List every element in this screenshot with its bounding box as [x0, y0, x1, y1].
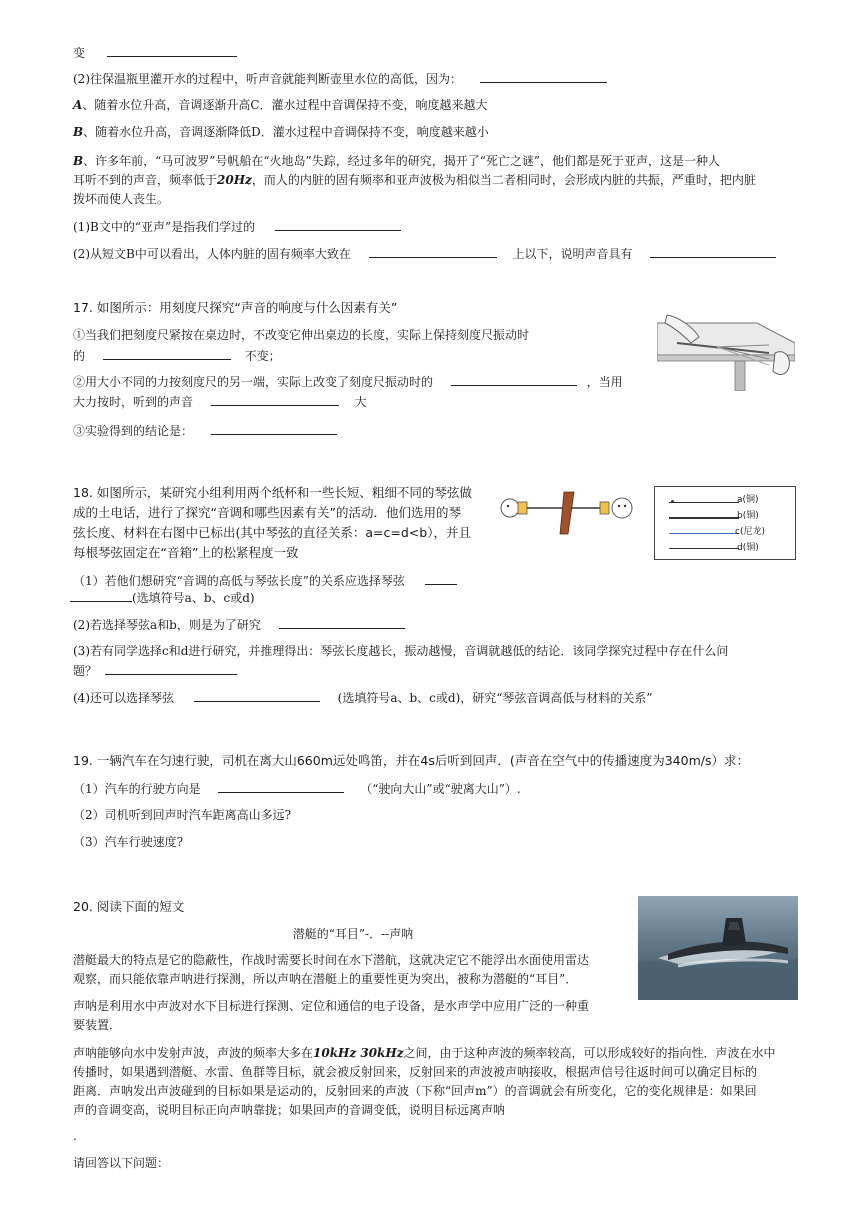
answer-blank[interactable]: [480, 70, 607, 83]
question-title: 18. 如图所示，某研究小组利用两个纸杯和一些长短、粗细不同的琴弦做: [73, 485, 472, 500]
question-line: [73, 245, 776, 262]
question-text: 大力按时，听到的声音: [73, 395, 194, 409]
question-line: [73, 662, 237, 679]
string-c-line: [669, 533, 739, 534]
string-b-label: b(铜): [737, 511, 759, 521]
answer-blank[interactable]: [279, 616, 405, 629]
question-line: （3）汽车行驶速度?: [73, 835, 184, 849]
submarine-svg: [638, 896, 798, 1000]
question-line: [73, 347, 281, 364]
string-b-line: [669, 517, 739, 519]
string-box-diagram: [654, 486, 796, 560]
option-a: [73, 97, 488, 113]
question-text: ①当我们把刻度尺紧按在桌边时，不改变它伸出桌边的长度，实际上保持刻度尺振动时: [73, 328, 530, 342]
question-line: [70, 589, 255, 606]
question-text: (3)若有同学选择c和d进行研究，并推理得出：琴弦长度越长，振动越慢，音调就越低的结论．该同学探究过程中存在什么问: [73, 644, 729, 658]
cup-phone-svg: [498, 490, 640, 540]
question-title: 弦长度、材料在右图中已标出(其中琴弦的直径关系：a=c=d<b），并且: [73, 525, 471, 540]
string-d-line: [669, 548, 739, 549]
paragraph-dot: .: [73, 1129, 77, 1143]
ruler-experiment-illustration: [657, 313, 795, 391]
passage-text: 拨坏而使人丧生。: [73, 192, 170, 206]
paragraph-line: 距离．声呐发出声波碰到的目标如果是运动的，反射回来的声波（下称“回声m”）的音调就会有所变化，它的变化规律是：如果回: [73, 1084, 757, 1098]
question-text: 的: [73, 349, 86, 363]
paragraph-line: 传播时，如果遇到潜艇、水雷、鱼群等目标，就会被反射回来，反射回来的声波被声呐接收，根据声信号往返时间可以确定目标的: [73, 1065, 758, 1079]
text: 变: [73, 46, 86, 60]
question-line: [73, 643, 728, 659]
question-text: （1）汽车的行驶方向是: [73, 782, 201, 796]
paragraph-line: 潜艇最大的特点是它的隐蔽性，作战时需要长时间在水下潜航，这就决定它不能浮出水面使用雷达: [73, 953, 590, 967]
question-line: [73, 393, 367, 410]
question-title: 每根琴弦固定在“音箱”上的松紧程度一致: [73, 545, 299, 560]
paragraph-line: 声呐是利用水中声波对水下目标进行探测、定位和通信的电子设备，是水声学中应用广泛的一种重: [73, 999, 590, 1013]
question-text: (4)还可以选择琴弦: [73, 691, 174, 705]
question-text: (2)若选择琴弦a和b，则是为了研究: [73, 618, 261, 632]
question-text: ②用大小不同的力按刻度尺的另一端，实际上改变了刻度尺振动时的: [73, 375, 434, 389]
answer-blank[interactable]: [211, 422, 337, 435]
question-line: [73, 218, 401, 235]
question-line: [73, 689, 653, 706]
option-letter: B: [73, 125, 84, 139]
option-text: 、随着水位升高，音调逐渐降低D．灌水过程中音调保持不变，响度越来越小: [83, 125, 489, 139]
question-title: 19. 一辆汽车在匀速行驶，司机在离大山660m远处鸣笛，并在4s后听到回声．(声音在空气中的传播速度为340m/s）求：: [73, 753, 749, 768]
question-text: (2)从短文B中可以看出，人体内脏的固有频率大致在: [73, 247, 351, 261]
string-a-peg: [671, 500, 674, 503]
question-text: 不变；: [244, 349, 281, 363]
paragraph-text: 之间，由于这种声波的频率较高，可以形成较好的指向性．声波在水中: [403, 1046, 776, 1060]
option-letter: A: [73, 98, 83, 112]
string-a-line: [669, 502, 739, 503]
paragraph-line: [73, 1045, 776, 1061]
question-line: （2）司机听到回声时汽车距离高山多远?: [73, 808, 292, 822]
question-title: 17. 如图所示：用刻度尺探究“声音的响度与什么因素有关”: [73, 300, 398, 315]
passage-line: [73, 172, 756, 188]
passage-text: 、许多年前，“马可波罗”号帆船在“火地岛”失踪，经过多年的研究，揭开了“死亡之谜”，他们都是死于亚声，这是一种人: [83, 154, 720, 168]
submarine-photo: [638, 896, 798, 1000]
question-text: (选填符号a、b、c或d)，研究“琴弦音调高低与材料的关系”: [337, 691, 653, 705]
question-text: 题？: [73, 664, 98, 678]
question-text: （“驶向大山”或“驶离大山”）.: [360, 782, 521, 796]
article-subtitle: 潜艇的“耳目”-．--声呐: [292, 927, 414, 941]
question-line: [73, 422, 337, 439]
answer-blank[interactable]: [451, 373, 577, 386]
fill-line: [73, 44, 237, 61]
question-text: ③实验得到的结论是：: [73, 424, 194, 438]
question-text: 上以下，说明声音具有: [512, 247, 633, 261]
question-text: （1）若他们想研究“音调的高低与琴弦长度”的关系应选择琴弦: [73, 574, 405, 588]
answer-blank[interactable]: [275, 218, 401, 231]
question-text: (1)B文中的“亚声”是指我们学过的: [73, 220, 256, 234]
passage-line: [73, 153, 720, 169]
question-title: 20. 阅读下面的短文: [73, 899, 185, 914]
answer-blank[interactable]: [218, 780, 344, 793]
answer-blank[interactable]: [425, 572, 457, 585]
answer-blank[interactable]: [107, 44, 237, 57]
passage-letter: B: [73, 154, 84, 168]
paragraph-line: 要装置．: [73, 1018, 122, 1032]
answer-blank[interactable]: [70, 589, 132, 602]
answer-blank[interactable]: [105, 662, 237, 675]
question-line: [73, 373, 623, 390]
frequency-range: 10kHz 30kHz: [313, 1046, 404, 1060]
passage-text: ，而人的内脏的固有频率和亚声波极为相似当二者相同时，会形成内脏的共振，严重时，把内脏: [251, 173, 756, 187]
paragraph-line: 声的音调变高，说明目标正向声呐靠拢；如果回声的音调变低，说明目标远离声呐: [73, 1103, 506, 1117]
paragraph-line: 观察，而只能依靠声呐进行探测，所以声呐在潜艇上的重要性更为突出，被称为潜艇的“耳目”．: [73, 972, 578, 986]
string-c-label: c(尼龙): [735, 527, 765, 537]
string-a-label: a(铜): [737, 495, 759, 505]
question-line: [73, 616, 405, 633]
question-line: [73, 572, 457, 589]
question-text: 大: [354, 395, 367, 409]
question-line: [73, 327, 529, 343]
answer-blank[interactable]: [650, 245, 776, 258]
question-text: (2)往保温瓶里灌开水的过程中，听声音就能判断壶里水位的高低，因为：: [73, 72, 463, 86]
passage-text: 耳听不到的声音，频率低于: [73, 173, 218, 187]
question-text: (选填符号a、b、c或d): [132, 591, 255, 605]
answer-blank[interactable]: [211, 393, 339, 406]
answer-blank[interactable]: [369, 245, 497, 258]
paragraph-text: 声呐能够向水中发射声波，声波的频率大多在: [73, 1046, 314, 1060]
passage-line: [73, 191, 169, 207]
question-line: [73, 70, 607, 87]
option-text: 、随着水位升高，音调逐渐升高C．灌水过程中音调保持不变，响度越来越大: [82, 98, 488, 112]
answer-blank[interactable]: [194, 689, 320, 702]
option-b: [73, 124, 489, 140]
ruler-table-svg: [657, 313, 795, 391]
string-d-label: d(铜): [737, 543, 759, 553]
paper-cup-telephone-illustration: [498, 490, 640, 540]
frequency-value: 20Hz: [217, 173, 252, 187]
question-title: 成的土电话，进行了探究“音调和哪些因素有关”的活动．他们选用的琴: [73, 505, 461, 520]
question-line: [73, 780, 521, 797]
answer-blank[interactable]: [103, 347, 231, 360]
question-text: ，当用: [586, 375, 623, 389]
prompt-text: 请回答以下问题：: [73, 1156, 170, 1170]
